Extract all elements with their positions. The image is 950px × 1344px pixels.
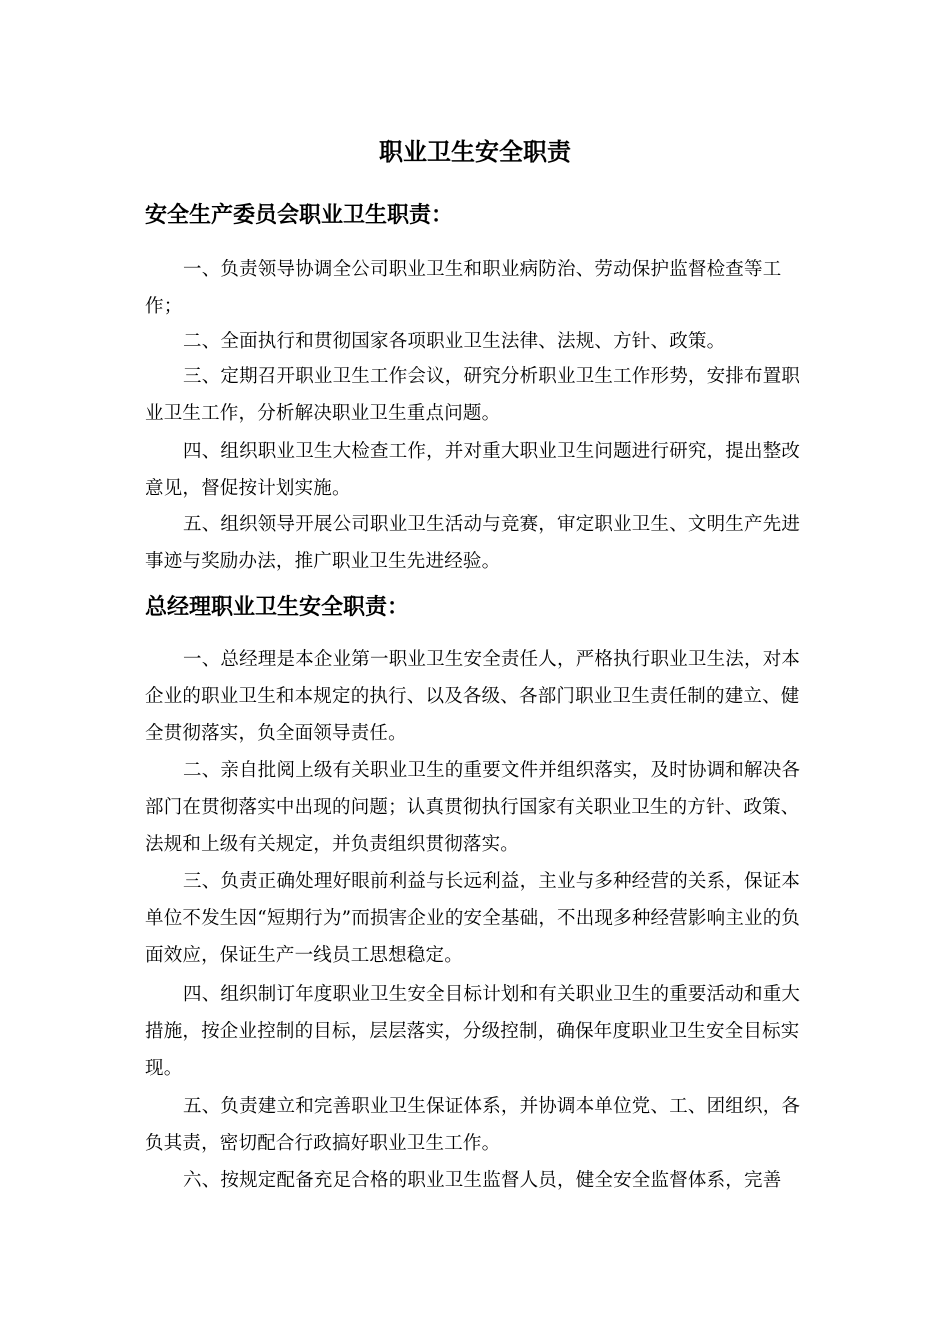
section-2-paragraph-3: 三、负责正确处理好眼前利益与长远利益，主业与多种经营的关系，保证本单位不发生因“短期行为”而损害企业的安全基础，不出现多种经营影响主业的负面效应，保证生产一线员工思想稳定。 (145, 871, 801, 966)
section-2-paragraph-1: 一、总经理是本企业第一职业卫生安全责任人，严格执行职业卫生法，对本企业的职业卫生和本规定的执行、以及各级、各部门职业卫生责任制的建立、健全贯彻落实，负全面领导责任。 (145, 649, 801, 744)
section-heading-general-manager: 总经理职业卫生安全职责： (145, 595, 410, 620)
section-2-paragraph-2: 二、亲自批阅上级有关职业卫生的重要文件并组织落实，及时协调和解决各部门在贯彻落实中出现的问题；认真贯彻执行国家有关职业卫生的方针、政策、法规和上级有关规定，并负责组织贯彻落实。 (145, 760, 801, 855)
document-title: 职业卫生安全职责 (379, 138, 571, 166)
section-1-paragraph-4: 四、组织职业卫生大检查工作，并对重大职业卫生问题进行研究，提出整改意见，督促按计划实施。 (145, 441, 801, 499)
section-1-paragraph-3: 三、定期召开职业卫生工作会议，研究分析职业卫生工作形势，安排布置职业卫生工作，分析解决职业卫生重点问题。 (145, 366, 801, 424)
section-1-paragraph-5: 五、组织领导开展公司职业卫生活动与竞赛，审定职业卫生、文明生产先进事迹与奖励办法，推广职业卫生先进经验。 (145, 514, 801, 572)
section-1-paragraph-2: 二、全面执行和贯彻国家各项职业卫生法律、法规、方针、政策。 (183, 331, 726, 352)
section-2-paragraph-6: 六、按规定配备充足合格的职业卫生监督人员，健全安全监督体系，完善 (183, 1170, 782, 1191)
section-heading-safety-committee: 安全生产委员会职业卫生职责： (145, 203, 454, 228)
section-2-paragraph-5: 五、负责建立和完善职业卫生保证体系，并协调本单位党、工、团组织，各负其责，密切配合行政搞好职业卫生工作。 (145, 1096, 801, 1154)
section-2-paragraph-4: 四、组织制订年度职业卫生安全目标计划和有关职业卫生的重要活动和重大措施，按企业控制的目标，层层落实，分级控制，确保年度职业卫生安全目标实现。 (145, 984, 801, 1079)
section-1-paragraph-1: 一、负责领导协调全公司职业卫生和职业病防治、劳动保护监督检查等工作； (145, 259, 782, 317)
